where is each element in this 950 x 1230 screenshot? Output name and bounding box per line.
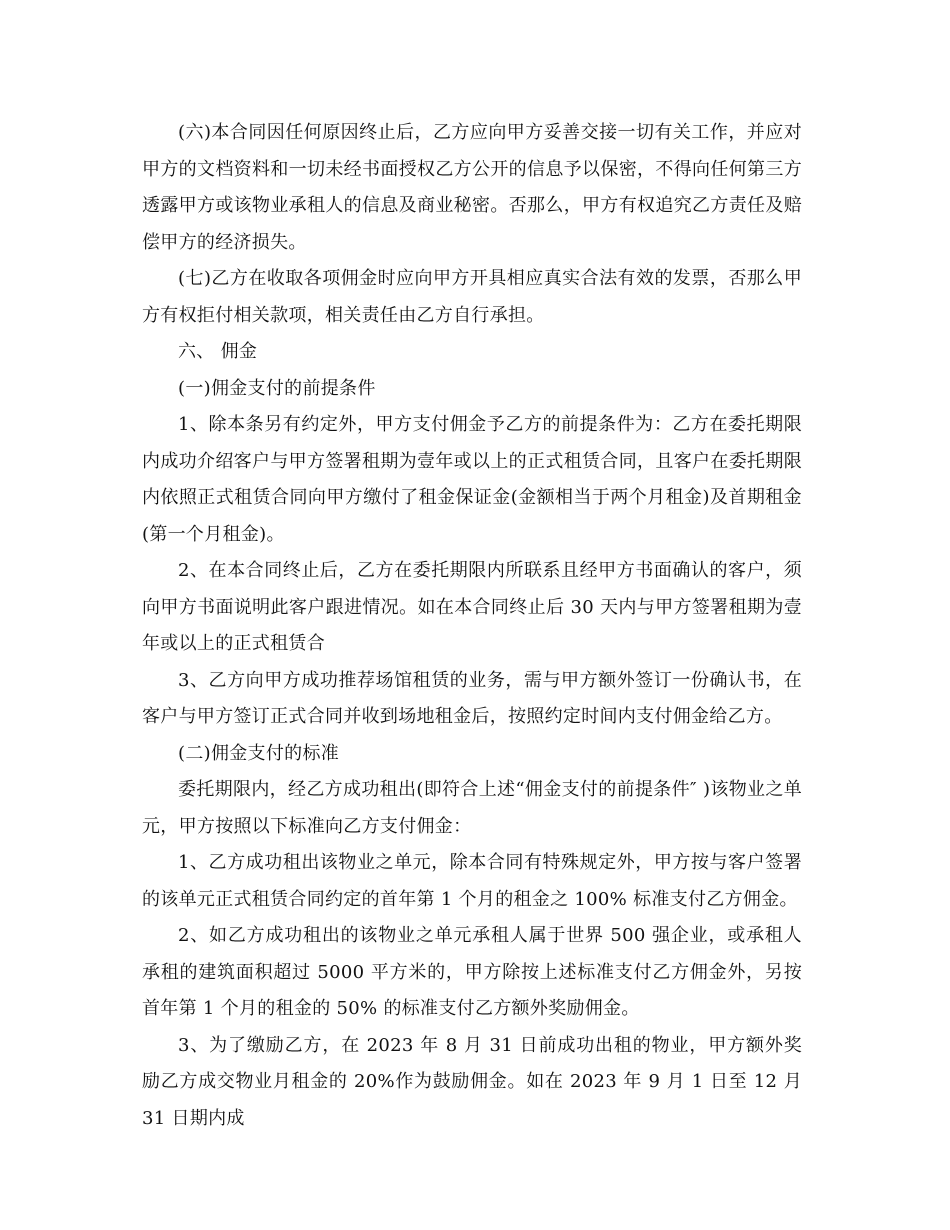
clause-6-termination-confidentiality: (六)本合同因任何原因终止后，乙方应向甲方妥善交接一切有关工作，并应对甲方的文档资料和一切未经书面授权乙方公开的信息予以保密，不得向任何第三方透露甲方或该物业承租人的信息及商业秘密。否那么，甲方有权追究乙方责任及赔偿甲方的经济损失。 xyxy=(142,122,802,253)
standard-intro: 委托期限内，经乙方成功租出(即符合上述“佣金支付的前提条件″ )该物业之单元，甲方按照以下标准向乙方支付佣金： xyxy=(142,779,802,837)
standard-item-2: 2、如乙方成功租出的该物业之单元承租人属于世界 500 强企业，或承租人承租的建筑面积超过 5000 平方米的，甲方除按上述标准支付乙方佣金外，另按首年第 1 个月的租金的 50% 的标准支付乙方额外奖励佣金。 xyxy=(142,925,802,1019)
standard-item-3: 3、为了缴励乙方，在 2023 年 8 月 31 日前成功出租的物业，甲方额外奖励乙方成交物业月租金的 20%作为鼓励佣金。如在 2023 年 9 月 1 日至 12 月 31 日期内成 xyxy=(142,1034,802,1129)
condition-item-1: 1、除本条另有约定外，甲方支付佣金予乙方的前提条件为：乙方在委托期限内成功介绍客户与甲方签署租期为壹年或以上的正式租赁合同，且客户在委托期限内依照正式租赁合同向甲方缴付了租金保证金(金额相当于两个月租金)及首期租金(第一个月租金)。 xyxy=(142,414,802,545)
section-heading-commission: 六、 佣金 xyxy=(178,341,258,362)
document-body xyxy=(142,115,802,1137)
subheading-payment-conditions: (一)佣金支付的前提条件 xyxy=(178,377,376,399)
condition-item-3: 3、乙方向甲方成功推荐场馆租赁的业务，需与甲方额外签订一份确认书，在客户与甲方签订正式合同并收到场地租金后，按照约定时间内支付佣金给乙方。 xyxy=(142,669,802,727)
subheading-payment-standard: (二)佣金支付的标准 xyxy=(178,742,340,764)
clause-7-invoice: (七)乙方在收取各项佣金时应向甲方开具相应真实合法有效的发票，否那么甲方有权拒付相关款项，相关责任由乙方自行承担。 xyxy=(142,268,802,326)
condition-item-2: 2、在本合同终止后，乙方在委托期限内所联系且经甲方书面确认的客户，须向甲方书面说明此客户跟进情况。如在本合同终止后 30 天内与甲方签署租期为壹年或以上的正式租赁合 xyxy=(142,560,802,654)
standard-item-1: 1、乙方成功租出该物业之单元，除本合同有特殊规定外，甲方按与客户签署的该单元正式租赁合同约定的首年第 1 个月的租金之 100% 标准支付乙方佣金。 xyxy=(142,852,802,910)
